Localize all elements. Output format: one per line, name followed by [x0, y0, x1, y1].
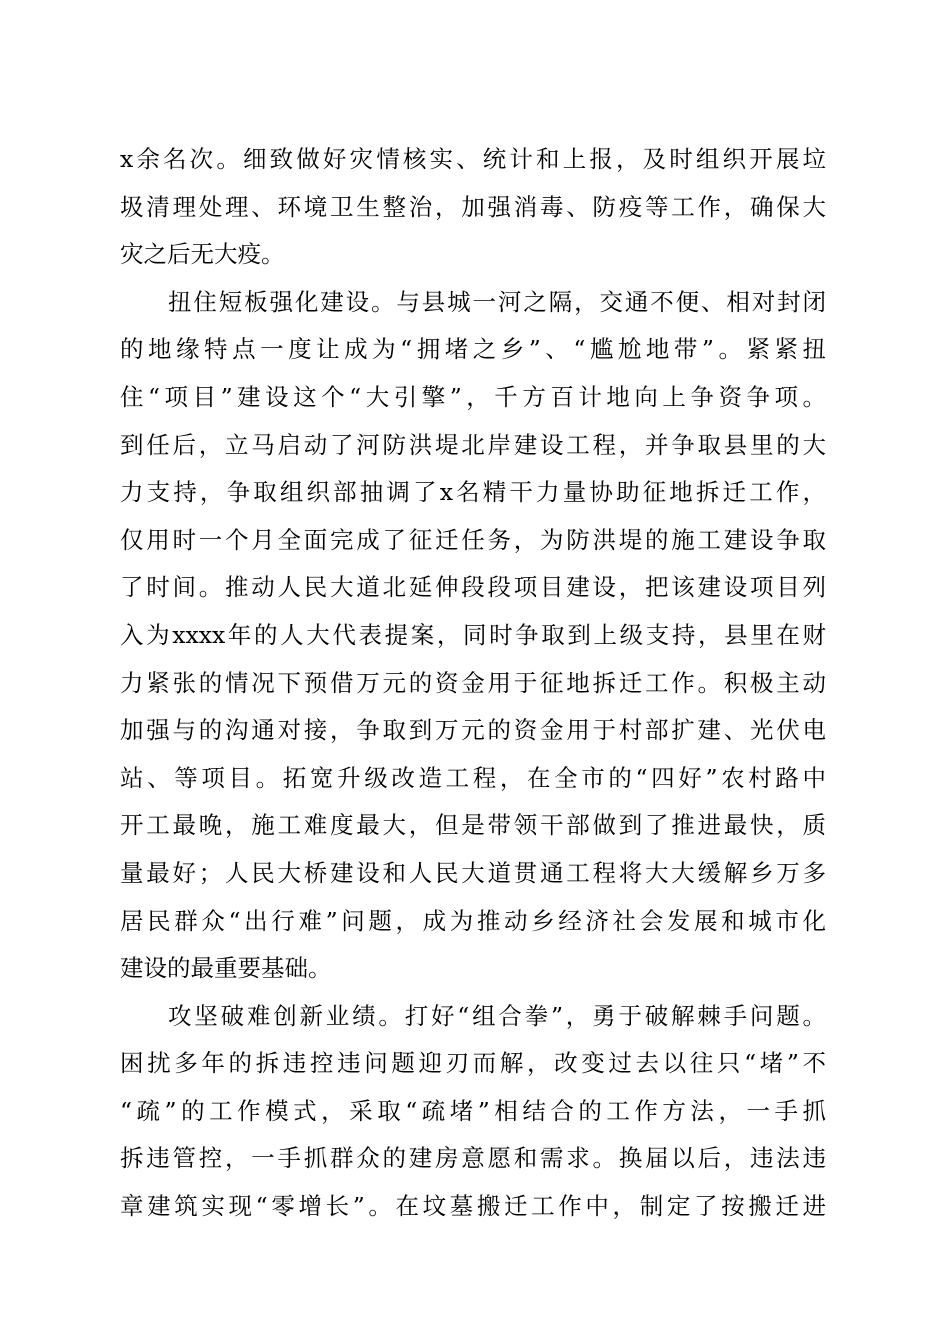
- text-line: 攻坚破难创新业绩。打好“组合拳”，勇于破解棘手问题。: [168, 1001, 826, 1030]
- text-line: 开工最晚，施工难度最大，但是带领干部做到了推进最快，质: [120, 811, 826, 840]
- text-line: 站、等项目。拓宽升级改造工程，在全市的“四好”农村路中: [120, 763, 826, 792]
- text-line: “疏”的工作模式，采取“疏堵”相结合的工作方法，一手抓: [120, 1096, 826, 1125]
- text-line: 灾之后无大疫。: [120, 240, 285, 269]
- text-line: 了时间。推动人民大道北延伸段段项目建设，把该建设项目列: [120, 573, 826, 602]
- text-line: 入为xxxx年的人大代表提案，同时争取到上级支持，县里在财: [120, 620, 826, 649]
- text-line: x余名次。细致做好灾情核实、统计和上报，及时组织开展垃: [120, 145, 826, 173]
- text-line: 扭住短板强化建设。与县城一河之隔，交通不便、相对封闭: [168, 287, 826, 316]
- text-line: 仅用时一个月全面完成了征迁任务，为防洪堤的施工建设争取: [120, 525, 826, 554]
- text-line: 力紧张的情况下预借万元的资金用于征地拆迁工作。积极主动: [120, 668, 826, 697]
- text-line: 到任后，立马启动了河防洪堤北岸建设工程，并争取县里的大: [120, 430, 826, 459]
- text-line: 的地缘特点一度让成为“拥堵之乡”、“尴尬地带”。紧紧扭: [120, 335, 826, 364]
- text-line: 住“项目”建设这个“大引擎”，千方百计地向上争资争项。: [120, 382, 826, 411]
- document-body: [120, 136, 826, 1231]
- text-line: 加强与的沟通对接，争取到万元的资金用于村部扩建、光伏电: [120, 716, 826, 745]
- text-line: 量最好；人民大桥建设和人民大道贯通工程将大大缓解乡万多: [120, 858, 826, 887]
- text-line: 拆违管控，一手抓群众的建房意愿和需求。换届以后，违法违: [120, 1144, 826, 1173]
- text-line: 圾清理处理、环境卫生整治，加强消毒、防疫等工作，确保大: [120, 192, 826, 221]
- text-line: 建设的最重要基础。: [120, 954, 332, 983]
- text-line: 居民群众“出行难”问题，成为推动乡经济社会发展和城市化: [120, 906, 826, 935]
- text-line: 力支持，争取组织部抽调了x名精干力量协助征地拆迁工作，: [120, 478, 826, 507]
- text-line: 章建筑实现“零增长”。在坟墓搬迁工作中，制定了按搬迁进: [120, 1192, 826, 1221]
- text-line: 困扰多年的拆违控违问题迎刃而解，改变过去以往只“堵”不: [120, 1049, 826, 1078]
